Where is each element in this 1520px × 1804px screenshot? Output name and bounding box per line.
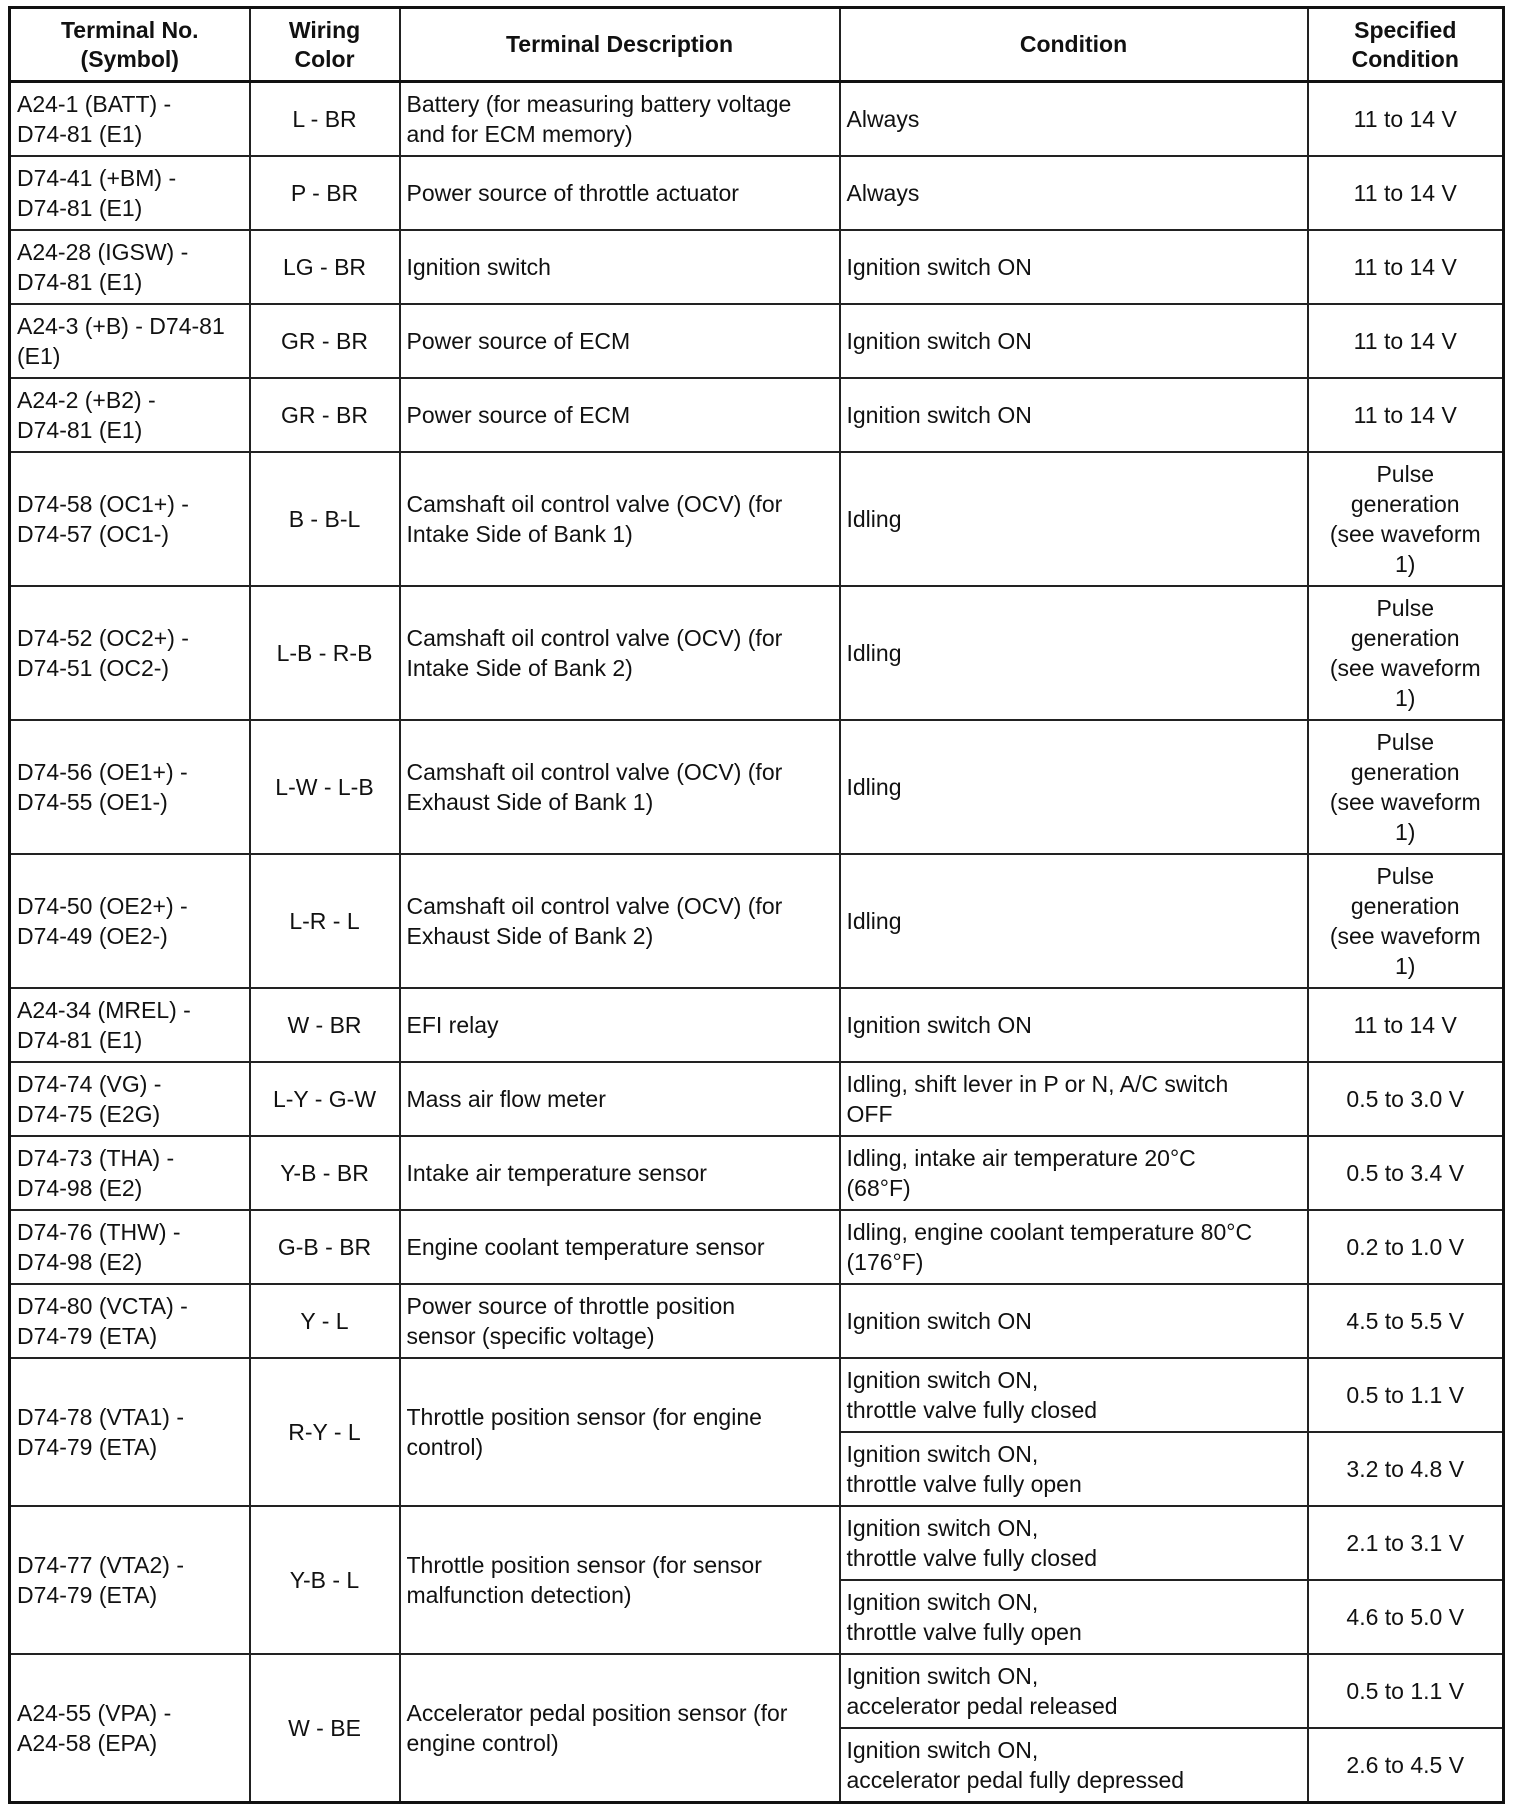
terminal-description-cell: Accelerator pedal position sensor (for engine control) (400, 1654, 840, 1803)
wiring-color-cell: L-B - R-B (250, 586, 400, 720)
table-row (10, 988, 1504, 1062)
condition-cell: Ignition switch ON, throttle valve fully closed (840, 1506, 1308, 1580)
terminal-cell: A24-1 (BATT) - D74-81 (E1) (10, 82, 250, 157)
header-terminal-no: Terminal No. (Symbol) (10, 8, 250, 82)
wiring-color-cell: W - BE (250, 1654, 400, 1803)
table-row (10, 156, 1504, 230)
specified-condition-cell: 11 to 14 V (1308, 988, 1504, 1062)
wiring-color-cell: Y-B - L (250, 1506, 400, 1654)
terminal-table-page (8, 6, 1502, 1804)
table-row (10, 1136, 1504, 1210)
condition-cell: Ignition switch ON, throttle valve fully open (840, 1432, 1308, 1506)
ecm-terminal-table (8, 6, 1505, 1804)
terminal-description-cell: Throttle position sensor (for sensor malfunction detection) (400, 1506, 840, 1654)
table-row (10, 1654, 1504, 1728)
terminal-description-cell: Power source of ECM (400, 304, 840, 378)
table-header-row (10, 8, 1504, 82)
condition-cell: Ignition switch ON (840, 304, 1308, 378)
wiring-color-cell: LG - BR (250, 230, 400, 304)
condition-cell: Always (840, 82, 1308, 157)
table-row (10, 378, 1504, 452)
condition-cell: Ignition switch ON (840, 1284, 1308, 1358)
terminal-cell: D74-56 (OE1+) - D74-55 (OE1-) (10, 720, 250, 854)
wiring-color-cell: W - BR (250, 988, 400, 1062)
table-row (10, 1210, 1504, 1284)
terminal-description-cell: Mass air flow meter (400, 1062, 840, 1136)
condition-cell: Ignition switch ON, throttle valve fully open (840, 1580, 1308, 1654)
terminal-cell: D74-78 (VTA1) - D74-79 (ETA) (10, 1358, 250, 1506)
condition-cell: Ignition switch ON (840, 378, 1308, 452)
wiring-color-cell: L-R - L (250, 854, 400, 988)
specified-condition-cell: 2.1 to 3.1 V (1308, 1506, 1504, 1580)
condition-cell: Idling (840, 452, 1308, 586)
wiring-color-cell: GR - BR (250, 304, 400, 378)
specified-condition-cell: 0.5 to 1.1 V (1308, 1358, 1504, 1432)
specified-condition-cell: 4.5 to 5.5 V (1308, 1284, 1504, 1358)
header-wiring-color: Wiring Color (250, 8, 400, 82)
specified-condition-cell: 4.6 to 5.0 V (1308, 1580, 1504, 1654)
specified-condition-cell: 11 to 14 V (1308, 304, 1504, 378)
specified-condition-cell: Pulse generation (see waveform 1) (1308, 586, 1504, 720)
specified-condition-cell: 2.6 to 4.5 V (1308, 1728, 1504, 1803)
specified-condition-cell: 11 to 14 V (1308, 378, 1504, 452)
terminal-cell: D74-77 (VTA2) - D74-79 (ETA) (10, 1506, 250, 1654)
condition-cell: Always (840, 156, 1308, 230)
table-row (10, 452, 1504, 586)
terminal-description-cell: Camshaft oil control valve (OCV) (for Intake Side of Bank 2) (400, 586, 840, 720)
wiring-color-cell: Y-B - BR (250, 1136, 400, 1210)
terminal-cell: A24-2 (+B2) - D74-81 (E1) (10, 378, 250, 452)
terminal-cell: D74-58 (OC1+) - D74-57 (OC1-) (10, 452, 250, 586)
table-row (10, 586, 1504, 720)
specified-condition-cell: 0.2 to 1.0 V (1308, 1210, 1504, 1284)
specified-condition-cell: 11 to 14 V (1308, 230, 1504, 304)
terminal-description-cell: Power source of throttle actuator (400, 156, 840, 230)
wiring-color-cell: G-B - BR (250, 1210, 400, 1284)
condition-cell: Ignition switch ON, throttle valve fully closed (840, 1358, 1308, 1432)
condition-cell: Idling (840, 586, 1308, 720)
wiring-color-cell: L-Y - G-W (250, 1062, 400, 1136)
terminal-cell: D74-52 (OC2+) - D74-51 (OC2-) (10, 586, 250, 720)
condition-cell: Idling (840, 720, 1308, 854)
specified-condition-cell: 0.5 to 3.0 V (1308, 1062, 1504, 1136)
wiring-color-cell: B - B-L (250, 452, 400, 586)
terminal-description-cell: Ignition switch (400, 230, 840, 304)
terminal-cell: D74-74 (VG) - D74-75 (E2G) (10, 1062, 250, 1136)
terminal-description-cell: Camshaft oil control valve (OCV) (for Exhaust Side of Bank 1) (400, 720, 840, 854)
terminal-description-cell: Camshaft oil control valve (OCV) (for Exhaust Side of Bank 2) (400, 854, 840, 988)
header-condition: Condition (840, 8, 1308, 82)
wiring-color-cell: L-W - L-B (250, 720, 400, 854)
specified-condition-cell: Pulse generation (see waveform 1) (1308, 452, 1504, 586)
table-row (10, 1506, 1504, 1580)
specified-condition-cell: Pulse generation (see waveform 1) (1308, 854, 1504, 988)
condition-cell: Idling, shift lever in P or N, A/C switch OFF (840, 1062, 1308, 1136)
terminal-cell: A24-55 (VPA) - A24-58 (EPA) (10, 1654, 250, 1803)
header-terminal-description: Terminal Description (400, 8, 840, 82)
terminal-description-cell: Engine coolant temperature sensor (400, 1210, 840, 1284)
terminal-description-cell: Power source of ECM (400, 378, 840, 452)
wiring-color-cell: L - BR (250, 82, 400, 157)
condition-cell: Idling, intake air temperature 20°C (68°F) (840, 1136, 1308, 1210)
specified-condition-cell: 11 to 14 V (1308, 156, 1504, 230)
specified-condition-cell: Pulse generation (see waveform 1) (1308, 720, 1504, 854)
terminal-description-cell: Intake air temperature sensor (400, 1136, 840, 1210)
table-row (10, 1284, 1504, 1358)
condition-cell: Ignition switch ON (840, 988, 1308, 1062)
table-row (10, 82, 1504, 157)
condition-cell: Idling (840, 854, 1308, 988)
specified-condition-cell: 3.2 to 4.8 V (1308, 1432, 1504, 1506)
terminal-cell: D74-41 (+BM) - D74-81 (E1) (10, 156, 250, 230)
terminal-cell: A24-3 (+B) - D74-81 (E1) (10, 304, 250, 378)
specified-condition-cell: 11 to 14 V (1308, 82, 1504, 157)
terminal-description-cell: Power source of throttle position sensor (specific voltage) (400, 1284, 840, 1358)
terminal-cell: D74-73 (THA) - D74-98 (E2) (10, 1136, 250, 1210)
table-row (10, 304, 1504, 378)
condition-cell: Idling, engine coolant temperature 80°C (176°F) (840, 1210, 1308, 1284)
table-body (10, 82, 1504, 1803)
table-row (10, 854, 1504, 988)
table-row (10, 230, 1504, 304)
condition-cell: Ignition switch ON, accelerator pedal fully depressed (840, 1728, 1308, 1803)
wiring-color-cell: R-Y - L (250, 1358, 400, 1506)
table-row (10, 720, 1504, 854)
specified-condition-cell: 0.5 to 1.1 V (1308, 1654, 1504, 1728)
wiring-color-cell: GR - BR (250, 378, 400, 452)
terminal-cell: D74-76 (THW) - D74-98 (E2) (10, 1210, 250, 1284)
wiring-color-cell: Y - L (250, 1284, 400, 1358)
terminal-description-cell: Camshaft oil control valve (OCV) (for Intake Side of Bank 1) (400, 452, 840, 586)
terminal-description-cell: EFI relay (400, 988, 840, 1062)
table-row (10, 1358, 1504, 1432)
wiring-color-cell: P - BR (250, 156, 400, 230)
terminal-cell: D74-50 (OE2+) - D74-49 (OE2-) (10, 854, 250, 988)
condition-cell: Ignition switch ON (840, 230, 1308, 304)
table-row (10, 1062, 1504, 1136)
terminal-description-cell: Battery (for measuring battery voltage and for ECM memory) (400, 82, 840, 157)
specified-condition-cell: 0.5 to 3.4 V (1308, 1136, 1504, 1210)
header-specified-condition: Specified Condition (1308, 8, 1504, 82)
terminal-cell: D74-80 (VCTA) - D74-79 (ETA) (10, 1284, 250, 1358)
terminal-cell: A24-34 (MREL) - D74-81 (E1) (10, 988, 250, 1062)
condition-cell: Ignition switch ON, accelerator pedal released (840, 1654, 1308, 1728)
terminal-description-cell: Throttle position sensor (for engine control) (400, 1358, 840, 1506)
terminal-cell: A24-28 (IGSW) - D74-81 (E1) (10, 230, 250, 304)
